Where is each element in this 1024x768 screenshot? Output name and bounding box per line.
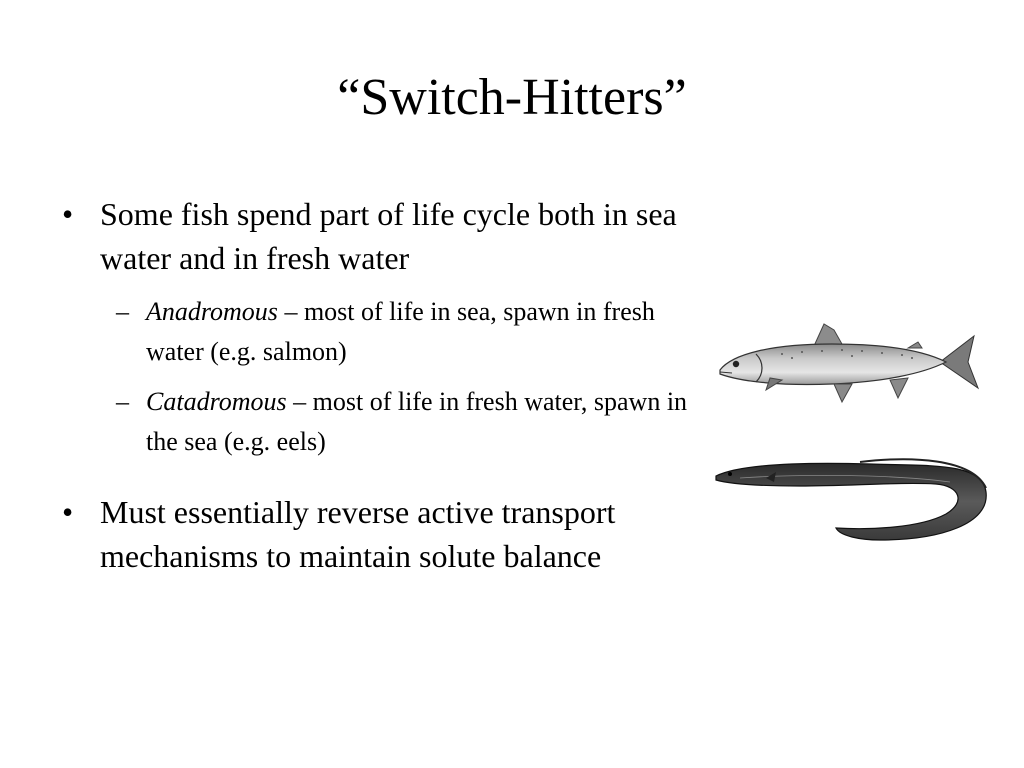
term-catadromous: Catadromous: [146, 387, 287, 416]
bullet-item: [62, 490, 662, 578]
sub-bullet-text: [146, 382, 716, 462]
bullet-text: Must essentially reverse active transport mechanisms to maintain solute balance: [100, 494, 616, 574]
term-anadromous: Anadromous: [146, 297, 278, 326]
sub-bullet-marker: –: [116, 387, 129, 416]
bullet-marker: •: [62, 494, 74, 530]
salmon-illustration: [712, 318, 984, 410]
slide-title: “Switch-Hitters”: [337, 69, 687, 126]
sub-bullet-description: – most of life in fresh water, spawn in the sea (e.g. eels): [146, 387, 688, 456]
sub-bullet-marker: –: [116, 297, 129, 326]
sub-bullet-item: [116, 292, 716, 372]
eel-illustration: [710, 444, 995, 554]
bullet-text: Some fish spend part of life cycle both in sea water and in fresh water: [100, 196, 677, 276]
sub-bullet-item: [116, 382, 716, 462]
bullet-item: [62, 192, 732, 280]
sub-bullet-description: – most of life in sea, spawn in fresh water (e.g. salmon): [146, 297, 655, 366]
sub-bullet-text: [146, 292, 716, 372]
bullet-marker: •: [62, 196, 74, 232]
